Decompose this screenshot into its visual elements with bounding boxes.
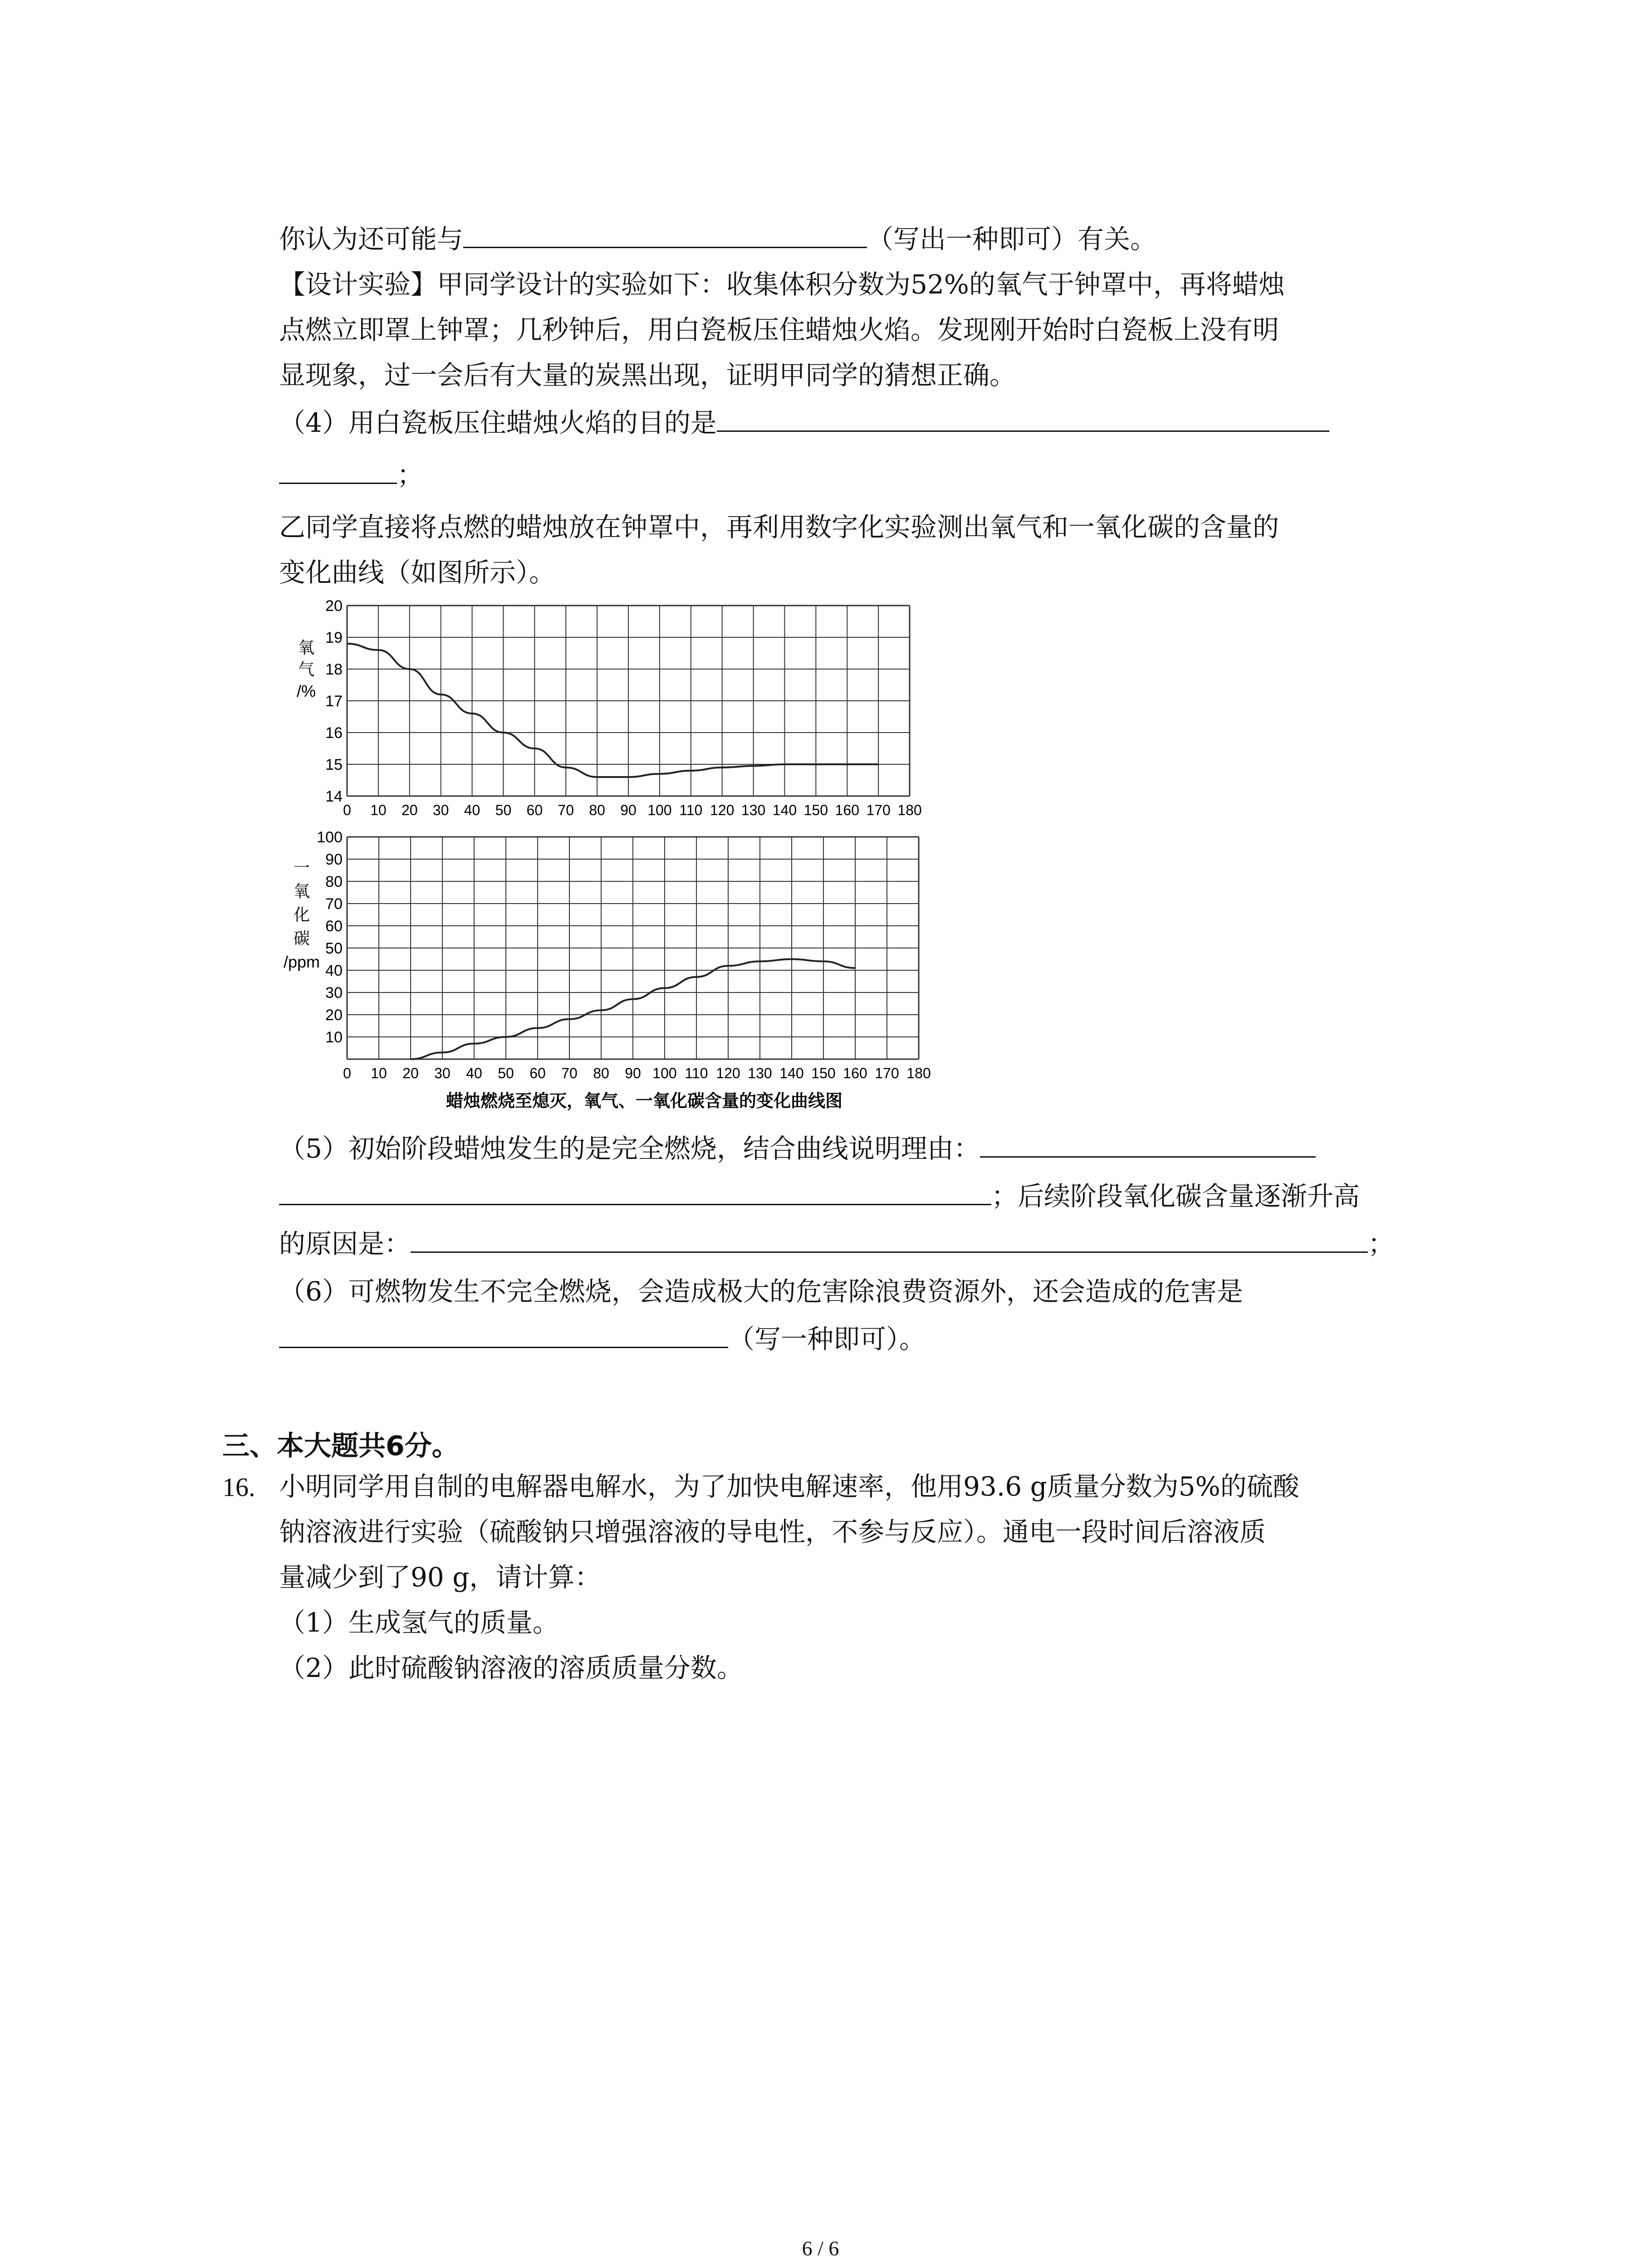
x-tick-label: 80: [589, 802, 605, 818]
line-q4-cont: [279, 458, 423, 492]
text-q5a: （5）初始阶段蜡烛发生的是完全燃烧，结合曲线说明理由：: [279, 1133, 980, 1164]
answer-blank-q5a[interactable]: [980, 1134, 1316, 1158]
oxygen-chart-ylabel: 氧气/%: [296, 638, 316, 700]
x-tick-label: 10: [371, 1065, 387, 1081]
x-tick-label: 140: [779, 1065, 804, 1081]
text-l1a: 你认为还可能与: [279, 224, 464, 254]
x-tick-label: 20: [402, 1065, 419, 1081]
x-tick-label: 130: [741, 802, 766, 818]
co-chart-ylabel: 一氧化碳/ppm: [283, 858, 320, 971]
line-1: [279, 222, 1156, 256]
text-semicolon-1: ；: [397, 459, 424, 490]
y-tick-label: 70: [325, 895, 343, 913]
y-tick-label: 100: [317, 829, 343, 846]
oxygen-chart: [281, 594, 962, 821]
x-tick-label: 20: [401, 802, 418, 818]
x-tick-label: 140: [772, 802, 797, 818]
co-chart-xlabel: 蜡烛燃烧至熄灭，氧气、一氧化碳含量的变化曲线图: [446, 1092, 843, 1111]
x-tick-label: 150: [811, 1065, 836, 1081]
line-7: 乙同学直接将点燃的蜡烛放在钟罩中，再利用数字化实验测出氧气和一氧化碳的含量的: [279, 512, 1279, 543]
line-q5b: [279, 1179, 1360, 1213]
line-q5c: [279, 1227, 1394, 1261]
x-tick-label: 60: [529, 1065, 546, 1081]
answer-blank-q5b[interactable]: [279, 1181, 991, 1205]
y-tick-label: 20: [325, 597, 343, 615]
y-tick-label: 30: [325, 984, 343, 1002]
x-tick-label: 120: [710, 802, 735, 818]
co-chart-grid: [347, 837, 919, 1059]
x-tick-label: 160: [835, 802, 859, 818]
x-tick-label: 170: [875, 1065, 899, 1081]
oxygen-chart-grid: [347, 606, 910, 796]
co-chart-x-ticks: [343, 1065, 931, 1081]
text-l1b: （写出一种即可）有关。: [867, 224, 1157, 254]
x-tick-label: 100: [652, 1065, 677, 1081]
x-tick-label: 100: [647, 802, 672, 818]
co-chart: [281, 828, 962, 1118]
x-tick-label: 50: [495, 802, 512, 818]
y-tick-label: 40: [325, 962, 343, 979]
y-tick-label: 18: [325, 661, 343, 678]
x-tick-label: 150: [803, 802, 828, 818]
oxygen-chart-x-ticks: [343, 802, 922, 818]
oxygen-series-line: [347, 644, 878, 777]
x-tick-label: 120: [716, 1065, 740, 1081]
x-tick-label: 90: [620, 802, 637, 818]
answer-blank-q6[interactable]: [279, 1324, 728, 1348]
x-tick-label: 50: [498, 1065, 514, 1081]
y-tick-label: 14: [325, 788, 343, 805]
text-q5b: ；后续阶段氧化碳含量逐渐升高: [991, 1181, 1360, 1212]
oxygen-chart-y-ticks: [325, 597, 343, 805]
x-tick-label: 0: [343, 802, 351, 818]
y-tick-label: 20: [325, 1007, 343, 1024]
line-3: 点燃立即罩上钟罩；几秒钟后，用白瓷板压住蜡烛火焰。发现刚开始时白瓷板上没有明: [279, 314, 1279, 345]
answer-blank-q5c[interactable]: [411, 1229, 1368, 1253]
q16-part-2: （2）此时硫酸钠溶液的溶质质量分数。: [279, 1652, 743, 1683]
answer-blank-q4b[interactable]: [279, 460, 397, 484]
line-q6b: [279, 1322, 926, 1356]
y-tick-label: 15: [325, 756, 343, 773]
x-tick-label: 180: [906, 1065, 931, 1081]
text-q6b: （写一种即可）。: [728, 1324, 926, 1354]
line-q4: [279, 406, 1329, 440]
x-tick-label: 160: [843, 1065, 867, 1081]
co-chart-y-ticks: [317, 829, 343, 1046]
question-16-number: 16.: [222, 1472, 255, 1502]
x-tick-label: 90: [625, 1065, 641, 1081]
y-tick-label: 90: [325, 851, 343, 868]
text-semicolon-2: ；: [1368, 1228, 1395, 1259]
q16-line-2: 钠溶液进行实验（硫酸钠只增强溶液的导电性，不参与反应）。通电一段时间后溶液质: [279, 1516, 1266, 1547]
y-tick-label: 16: [325, 724, 343, 742]
x-tick-label: 70: [561, 1065, 578, 1081]
line-2: 【设计实验】甲同学设计的实验如下：收集体积分数为52%的氧气于钟罩中，再将蜡烛: [279, 269, 1285, 300]
section-3-heading: 三、本大题共6分。: [222, 1430, 459, 1462]
x-tick-label: 10: [370, 802, 387, 818]
page-number: 6 / 6: [802, 2237, 839, 2260]
line-8: 变化曲线（如图所示）。: [279, 557, 556, 588]
y-tick-label: 50: [325, 940, 343, 957]
q16-part-1: （1）生成氢气的质量。: [279, 1607, 559, 1638]
line-q6a: （6）可燃物发生不完全燃烧，会造成极大的危害除浪费资源外，还会造成的危害是: [279, 1276, 1243, 1307]
x-tick-label: 30: [434, 1065, 451, 1081]
x-tick-label: 70: [558, 802, 574, 818]
x-tick-label: 110: [679, 802, 703, 818]
x-tick-label: 130: [748, 1065, 772, 1081]
x-tick-label: 0: [343, 1065, 351, 1081]
y-tick-label: 80: [325, 873, 343, 890]
text-q4: （4）用白瓷板压住蜡烛火焰的目的是: [279, 407, 717, 438]
y-tick-label: 60: [325, 918, 343, 935]
q16-line-1: 小明同学用自制的电解器电解水，为了加快电解速率，他用93.6 g质量分数为5%的硫酸: [279, 1471, 1299, 1502]
q16-line-3: 量减少到了90 g，请计算：: [279, 1562, 601, 1593]
line-q5a: [279, 1132, 1316, 1165]
x-tick-label: 80: [593, 1065, 609, 1081]
line-4: 显现象，过一会后有大量的炭黑出现，证明甲同学的猜想正确。: [279, 360, 1016, 391]
y-tick-label: 17: [325, 693, 343, 710]
answer-blank-1[interactable]: [463, 224, 867, 248]
y-tick-label: 10: [325, 1029, 343, 1046]
x-tick-label: 30: [432, 802, 449, 818]
x-tick-label: 110: [685, 1065, 708, 1081]
answer-blank-q4a[interactable]: [717, 408, 1329, 432]
x-tick-label: 180: [897, 802, 922, 818]
x-tick-label: 60: [526, 802, 543, 818]
x-tick-label: 40: [464, 802, 480, 818]
x-tick-label: 170: [866, 802, 891, 818]
y-tick-label: 19: [325, 629, 343, 646]
x-tick-label: 40: [466, 1065, 482, 1081]
text-q5c: 的原因是：: [279, 1228, 411, 1259]
